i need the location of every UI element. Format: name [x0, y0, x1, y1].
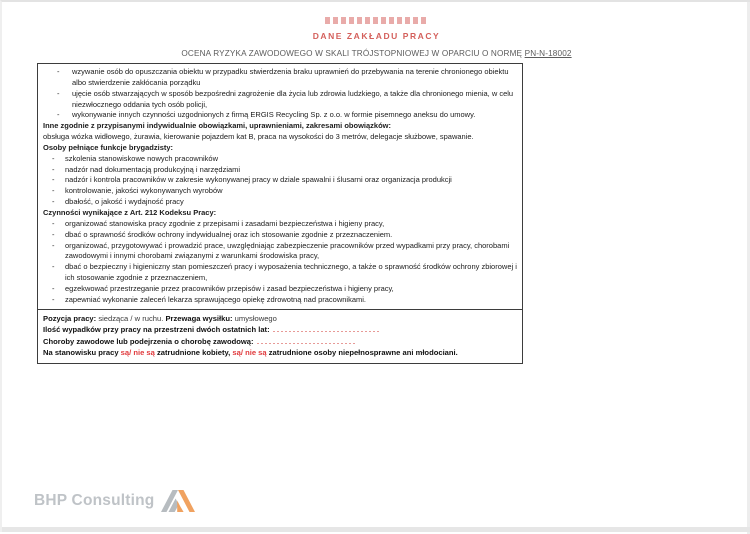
list-item: - nadzór i kontrola pracowników w zakresie wykonywanej pracy w dziale spawalni i ślusarni oraz organizacja produkcji: [43, 175, 517, 186]
mountain-chevron-logo-icon: [161, 490, 195, 512]
foreman-duties-list: [43, 154, 517, 208]
document-header: [4, 4, 749, 58]
company-data-title: DANE ZAKŁADU PRACY: [312, 31, 441, 41]
norm-standard-code: PN-N-18002: [524, 49, 572, 58]
list-item: - dbać o sprawność środków ochrony indywidualnej oraz ich stosowanie zgodnie z przeznaczeniem.: [43, 230, 517, 241]
occupational-diseases-label: Choroby zawodowe lub podejrzenia o chorobę zawodową:: [43, 336, 254, 346]
risk-assessment-table: [37, 63, 523, 364]
security-duties-list: [43, 67, 517, 121]
work-conditions-cell: [38, 310, 522, 363]
list-item: - dbałość, o jakość i wydajność pracy: [43, 197, 517, 208]
workplace-prefix-label: Na stanowisku pracy: [43, 348, 119, 358]
accidents-count-row: [43, 324, 517, 336]
list-item: - organizować stanowiska pracy zgodnie z przepisami i zasadami bezpieczeństwa i higieny pracy,: [43, 219, 517, 230]
page-edge-bottom: [2, 527, 750, 532]
accidents-count-fill-field[interactable]: [273, 327, 381, 333]
list-item: - nadzór nad dokumentacją produkcyjną i narzędziami: [43, 165, 517, 176]
foreman-duties-heading: Osoby pełniące funkcje brygadzisty:: [43, 142, 174, 152]
women-employed-choice[interactable]: są/ nie są: [120, 348, 155, 358]
duties-cell: [38, 64, 522, 310]
list-item: - ujęcie osób stwarzających w sposób bezpośredni zagrożenie dla życia lub zdrowia ludzkiego, a także dla chronionego mienia, w celu niezwłocznego oddania tych osób policji,: [43, 89, 517, 111]
disabled-employed-label: zatrudnione osoby niepełnosprawne ani młodociani.: [268, 348, 458, 358]
article-212-duties-list: [43, 219, 517, 306]
other-duties-text: obsługa wózka widłowego, żurawia, kierowanie pojazdem kat B, praca na wysokości do 3 metrów, delegacje służbowe, spawanie.: [43, 132, 474, 142]
posture-label: Pozycja pracy:: [43, 313, 97, 323]
risk-assessment-norm-line: [4, 49, 749, 58]
page-inner-surface: [4, 4, 749, 529]
posture-value: siedząca / w ruchu.: [98, 313, 164, 323]
women-employed-label: zatrudnione kobiety,: [157, 348, 231, 358]
list-item: - zapewniać wykonanie zaleceń lekarza sprawującego opiekę zdrowotną nad pracownikami.: [43, 295, 517, 306]
list-item: - szkolenia stanowiskowe nowych pracowników: [43, 154, 517, 165]
list-item: - kontrolowanie, jakości wykonywanych wyrobów: [43, 186, 517, 197]
other-duties-heading: Inne zgodnie z przypisanymi indywidualnie obowiązkami, uprawnieniami, zakresami obowiązków:: [43, 121, 391, 131]
list-item: - organizować, przygotowywać i prowadzić prace, uwzględniając zabezpieczenie pracowników przed wypadkami przy pracy, chorobami zawodowymi i innymi chorobami związanymi z warunkami środowiska pracy,: [43, 241, 517, 263]
brand-name-text: BHP Consulting: [34, 492, 155, 510]
list-item: - dbać o bezpieczny i higieniczny stan pomieszczeń pracy i wyposażenia technicznego, a także o sprawność środków ochrony zbiorowej i ich stosowanie zgodnie z przeznaczeniem,: [43, 262, 517, 284]
effort-value: umysłowego: [234, 313, 277, 323]
disabled-employed-choice[interactable]: są/ nie są: [232, 348, 267, 358]
list-item: - egzekwować przestrzeganie przez pracowników przepisów i zasad bezpieczeństwa i higieny pracy,: [43, 284, 517, 295]
accidents-count-label: Ilość wypadków przy pracy na przestrzeni dwóch ostatnich lat:: [43, 325, 270, 335]
posture-and-effort-row: [43, 313, 517, 325]
list-item: - wykonywanie innych czynności uzgodnionych z firmą ERGIS Recycling Sp. z o.o. w formie pisemnego aneksu do umowy.: [43, 110, 517, 121]
footer-brand-logo: [34, 488, 195, 514]
occupational-diseases-fill-field[interactable]: [257, 339, 357, 345]
article-212-heading: Czynności wynikające z Art. 212 Kodeksu Pracy:: [43, 207, 217, 217]
occupational-diseases-row: [43, 336, 517, 348]
employment-groups-row: [43, 347, 517, 359]
redacted-company-logo: [325, 17, 429, 24]
list-item: - wzywanie osób do opuszczania obiektu w przypadku stwierdzenia braku uprawnień do przebywania na terenie chronionego obiektu albo stwierdzenie zakłócania porządku: [43, 67, 517, 89]
effort-label: Przewaga wysiłku:: [165, 313, 233, 323]
norm-line-prefix: OCENA RYZYKA ZAWODOWEGO W SKALI TRÓJSTOPNIOWEJ W OPARCIU O NORMĘ: [181, 49, 525, 58]
